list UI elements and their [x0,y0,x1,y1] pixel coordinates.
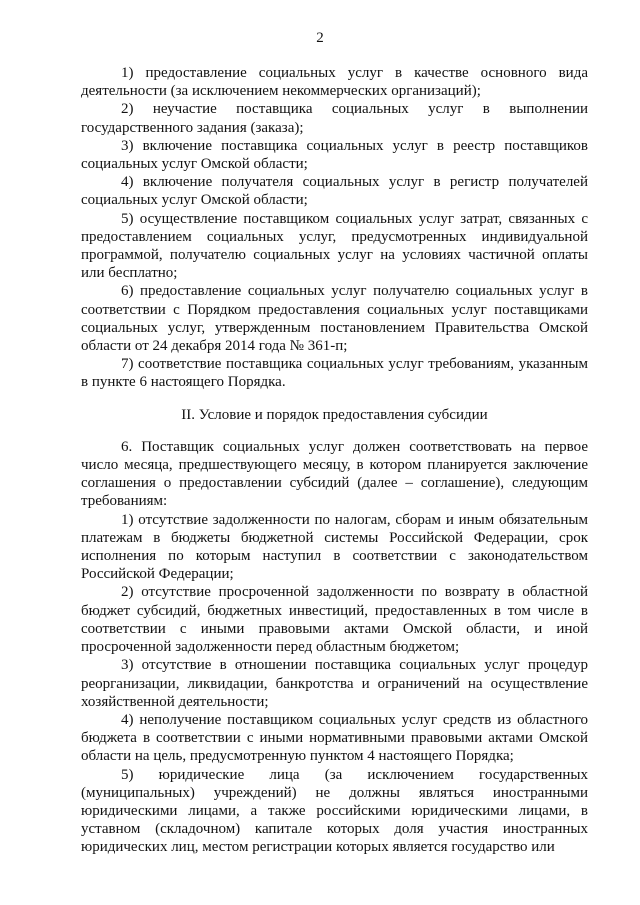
page-number: 2 [316,30,324,46]
list-item-s2-2: 2) отсутствие просроченной задолженности по возврату в областной бюджет субсидий, бюджетных инвестиций, предоставленных в том числе в соответствии с иными правовыми актами Омской области, и иной просроченной задолженности перед областным бюджетом; [81,584,588,656]
section-heading: II. Условие и порядок предоставления субсидии [181,406,488,423]
list-item-s1-3: 3) включение поставщика социальных услуг в реестр поставщиков социальных услуг Омской области; [81,137,588,173]
list-item-s1-2: 2) неучастие поставщика социальных услуг в выполнении государственного задания (заказа); [81,101,588,136]
list-item-s2-3: 3) отсутствие в отношении поставщика социальных услуг процедур реорганизации, ликвидации, банкротства и ограничений на осуществление хозяйственной деятельности; [81,657,588,710]
list-item-s2-4: 4) неполучение поставщиком социальных услуг средств из областного бюджета в соответствии с иными нормативными правовыми актами Омской области на цель, предусмотренную пунктом 4 настоящего Порядка; [81,711,588,765]
list-item-s1-7: 7) соответствие поставщика социальных услуг требованиям, указанным в пункте 6 настоящего Порядка. [81,356,588,391]
list-item-s1-5: 5) осуществление поставщиком социальных услуг затрат, связанных с предоставлением социальных услуг, предусмотренных индивидуальной программой, получателю социальных услуг на условиях частичной оплаты или бесплатно; [81,210,588,282]
list-item-s2-5: 5) юридические лица (за исключением государственных (муниципальных) учреждений) не должны являться иностранными юридическими лицами, а также российскими юридическими лицами, в уставном (складочном) капитале которых доля участия иностранных юридических лиц, местом регистрации которых является государство или [81,766,588,856]
list-item-s1-1: 1) предоставление социальных услуг в качестве основного вида деятельности (за исключением некоммерческих организаций); [81,65,588,100]
list-item-s2-1: 1) отсутствие задолженности по налогам, сборам и иным обязательным платежам в бюджеты бюджетной системы Российской Федерации, срок исполнения по которым наступил в соответствии с законодательством Российской Федерации; [81,511,588,583]
document-body [81,64,588,857]
list-item-s1-6: 6) предоставление социальных услуг получателю социальных услуг в соответствии с Порядком предоставления социальных услуг поставщиками социальных услуг, утвержденным постановлением Правительства Омской области от 24 декабря 2014 года № 361-п; [81,283,588,355]
section-intro-paragraph: 6. Поставщик социальных услуг должен соответствовать на первое число месяца, предшествующего месяцу, в котором планируется заключение соглашения о предоставлении субсидий (далее – соглашение), следующим требованиям: [81,438,588,510]
list-item-s1-4: 4) включение получателя социальных услуг в регистр получателей социальных услуг Омской области; [81,174,588,209]
